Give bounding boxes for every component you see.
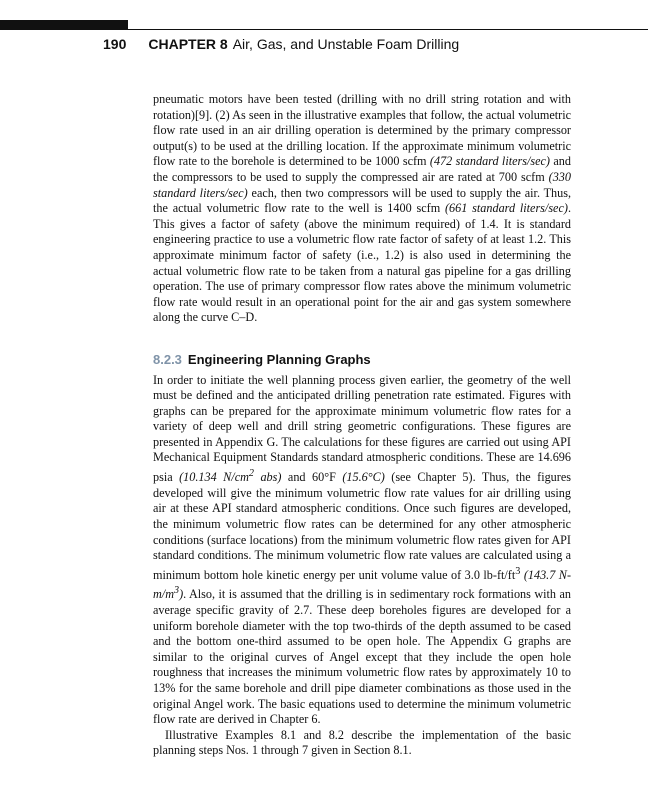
paragraph-flow-rate xyxy=(153,92,571,326)
chapter-title: Air, Gas, and Unstable Foam Drilling xyxy=(232,36,460,52)
header-rule-line xyxy=(128,29,648,30)
superscript: 2 xyxy=(248,468,254,480)
text-run: and the compressors to be used to supply the compressed air are rated at 700 scfm xyxy=(153,154,571,184)
text-run: In order to initiate the well planning process given earlier, the geometry of the well must be defined and the anticipated drilling penetration rate estimated. Figures with graphs can be prepared for the approximate minimum volumetric flow rates for a variety of deep well and drill string geometric configurations. These figures are presented in Appendix G. The calculations for these figures are carried out using API Mechanical Equipment Standards standard atmospheric conditions. These are 14.696 psia xyxy=(153,372,571,485)
section-number: 8.2.3 xyxy=(153,351,182,367)
page-body xyxy=(153,92,571,759)
chapter-label: CHAPTER 8 xyxy=(148,36,228,52)
superscript: 3 xyxy=(515,565,521,577)
paragraph-illustrative-examples: Illustrative Examples 8.1 and 8.2 describe the implementation of the basic planning steps Nos. 1 through 7 given in Section 8.1. xyxy=(153,727,571,758)
text-run: ) xyxy=(179,587,184,602)
header-rule-bar xyxy=(0,20,128,30)
superscript: 3 xyxy=(174,585,180,597)
text-run: and 60°F xyxy=(281,470,343,485)
section-title: Engineering Planning Graphs xyxy=(187,351,371,367)
italic-run: (661 standard liters/sec) xyxy=(445,201,568,216)
text-run: . This gives a factor of safety (above the minimum required) of 1.4. It is standard engineering practice to use a volumetric flow rate factor of safety of at least 1.2. This approximate minimum factor of safety (i.e., 1.2) is also used in determining the actual volumetric flow rate to be taken from a natural gas pipeline for a gas drilling operation. The use of primary compressor flow rates above the minimum volumetric flow rate would result in an operational point for the air and gas system somewhere along the curve C–D. xyxy=(153,201,571,325)
section-heading xyxy=(153,352,571,368)
text-run: abs) xyxy=(253,470,282,485)
page-number: 190 xyxy=(103,36,127,52)
running-header xyxy=(103,36,459,52)
text-run: (see Chapter 5). Thus, the figures developed will give the minimum volumetric flow rate values for air drilling using air at these API standard atmospheric conditions. Once such figures are developed, the minimum volumetric flow rates can be determined for any other atmospheric conditions (surface locations) from the minimum volumetric flow rates given for API standard conditions. The minimum volumetric flow rate values are calculated using a minimum bottom hole kinetic energy per unit volume value of 3.0 lb-ft/ft xyxy=(153,470,571,582)
italic-run: (472 standard liters/sec) xyxy=(429,154,550,169)
italic-run: (15.6°C) xyxy=(342,470,385,485)
text-run: each, then two compressors will be used to supply the air. Thus, the actual volumetric flow rate to the well is 1400 scfm xyxy=(153,185,571,216)
text-run: pneumatic motors have been tested (drilling with no drill string rotation and with rotation)[9]. (2) As seen in the illustrative examples that follow, the actual volumetric flow rate used in an air drilling operation is determined by the primary compressor output(s) to be used at the drilling location. If the approximate minimum volumetric flow rate to the borehole is determined to be 1000 scfm xyxy=(153,92,571,169)
text-run: (143.7 N-m/m xyxy=(153,567,571,602)
text-run: . Also, it is assumed that the drilling is in sedimentary rock formations with an average specific gravity of 2.7. These deep boreholes figures are developed for a uniform borehole diameter with the top two-thirds of the depth assumed to be cased and the bottom one-third assumed to be open hole. The Appendix G graphs are similar to the original curves of Angel except that they include the open hole roughness that increases the minimum volumetric flow rates by approximately 10 to 13% for the same borehole and drill pipe diameter combinations as those used in the original Angel work. The basic equations used to determine the minimum volumetric flow rate are derived in Chapter 6. xyxy=(153,587,571,727)
italic-run xyxy=(179,470,281,484)
text-run: (10.134 N/cm xyxy=(179,470,249,485)
italic-run: (330 standard liters/sec) xyxy=(153,169,571,200)
paragraph-planning-graphs xyxy=(153,373,571,728)
